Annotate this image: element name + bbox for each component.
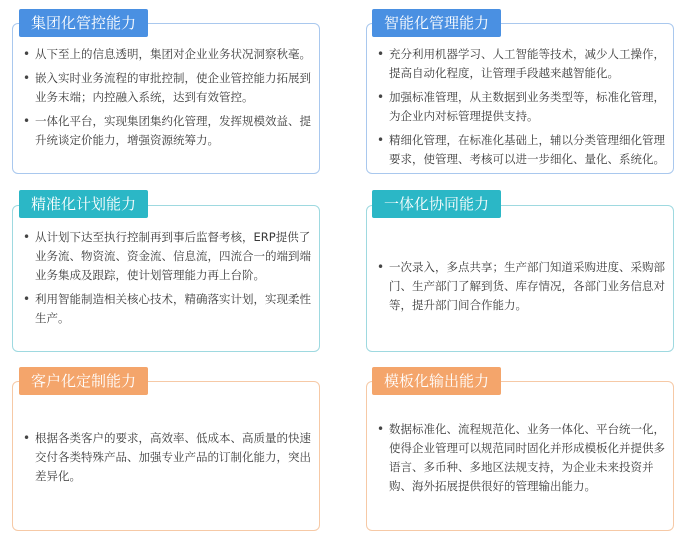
item-list <box>23 45 313 155</box>
card-template-output <box>366 381 674 531</box>
section-title-precise-planning: 精准化计划能力 <box>19 190 148 218</box>
list-item: • 从下至上的信息透明，集团对企业业务状况洞察秋毫。 <box>23 45 313 64</box>
list-item: • 嵌入实时业务流程的审批控制，使企业管控能力拓展到业务末端；内控融入系统，达到有效管控。 <box>23 69 313 107</box>
card-group-control <box>12 23 320 174</box>
item-list <box>377 45 667 174</box>
list-item: • 根据各类客户的要求，高效率、低成本、高质量的快速交付各类特殊产品、加强专业产品的订制化能力，突出差异化。 <box>23 429 313 486</box>
section-title-customization: 客户化定制能力 <box>19 367 148 395</box>
item-list <box>377 258 667 320</box>
section-title-integrated-collaboration: 一体化协同能力 <box>372 190 501 218</box>
list-item: • 加强标准管理，从主数据到业务类型等，标准化管理，为企业内对标管理提供支持。 <box>377 88 667 126</box>
list-item: • 数据标准化、流程规范化、业务一体化、平台统一化，使得企业管理可以规范同时固化并形成模板化并提供多语言、多币种、多地区法规支持，为企业未来投资并购、海外拓展提供很好的管理输出能力。 <box>377 420 667 496</box>
list-item: • 精细化管理，在标准化基础上，辅以分类管理细化管理要求，使管理、考核可以进一步细化、量化、系统化。 <box>377 131 667 169</box>
list-item: • 从计划下达至执行控制再到事后监督考核，ERP提供了业务流、物资流、资金流、信息流，四流合一的端到端业务集成及跟踪，使计划管理能力再上台阶。 <box>23 228 313 285</box>
item-list <box>23 228 313 333</box>
card-customization <box>12 381 320 531</box>
card-precise-planning <box>12 205 320 352</box>
list-item: • 充分利用机器学习、人工智能等技术，减少人工操作，提高自动化程度，让管理手段越来越智能化。 <box>377 45 667 83</box>
section-title-group-control: 集团化管控能力 <box>19 9 148 37</box>
section-title-intelligent-management: 智能化管理能力 <box>372 9 501 37</box>
list-item: • 利用智能制造相关核心技术，精确落实计划，实现柔性生产。 <box>23 290 313 328</box>
item-list <box>23 429 313 491</box>
card-intelligent-management <box>366 23 674 174</box>
card-integrated-collaboration <box>366 205 674 352</box>
list-item: • 一体化平台，实现集团集约化管理，发挥规模效益、提升统谈定价能力，增强资源统筹力。 <box>23 112 313 150</box>
section-title-template-output: 模板化输出能力 <box>372 367 501 395</box>
item-list <box>377 420 667 501</box>
list-item: • 一次录入，多点共享；生产部门知道采购进度、采购部门、生产部门了解到货、库存情况，各部门业务信息对等，提升部门间合作能力。 <box>377 258 667 315</box>
